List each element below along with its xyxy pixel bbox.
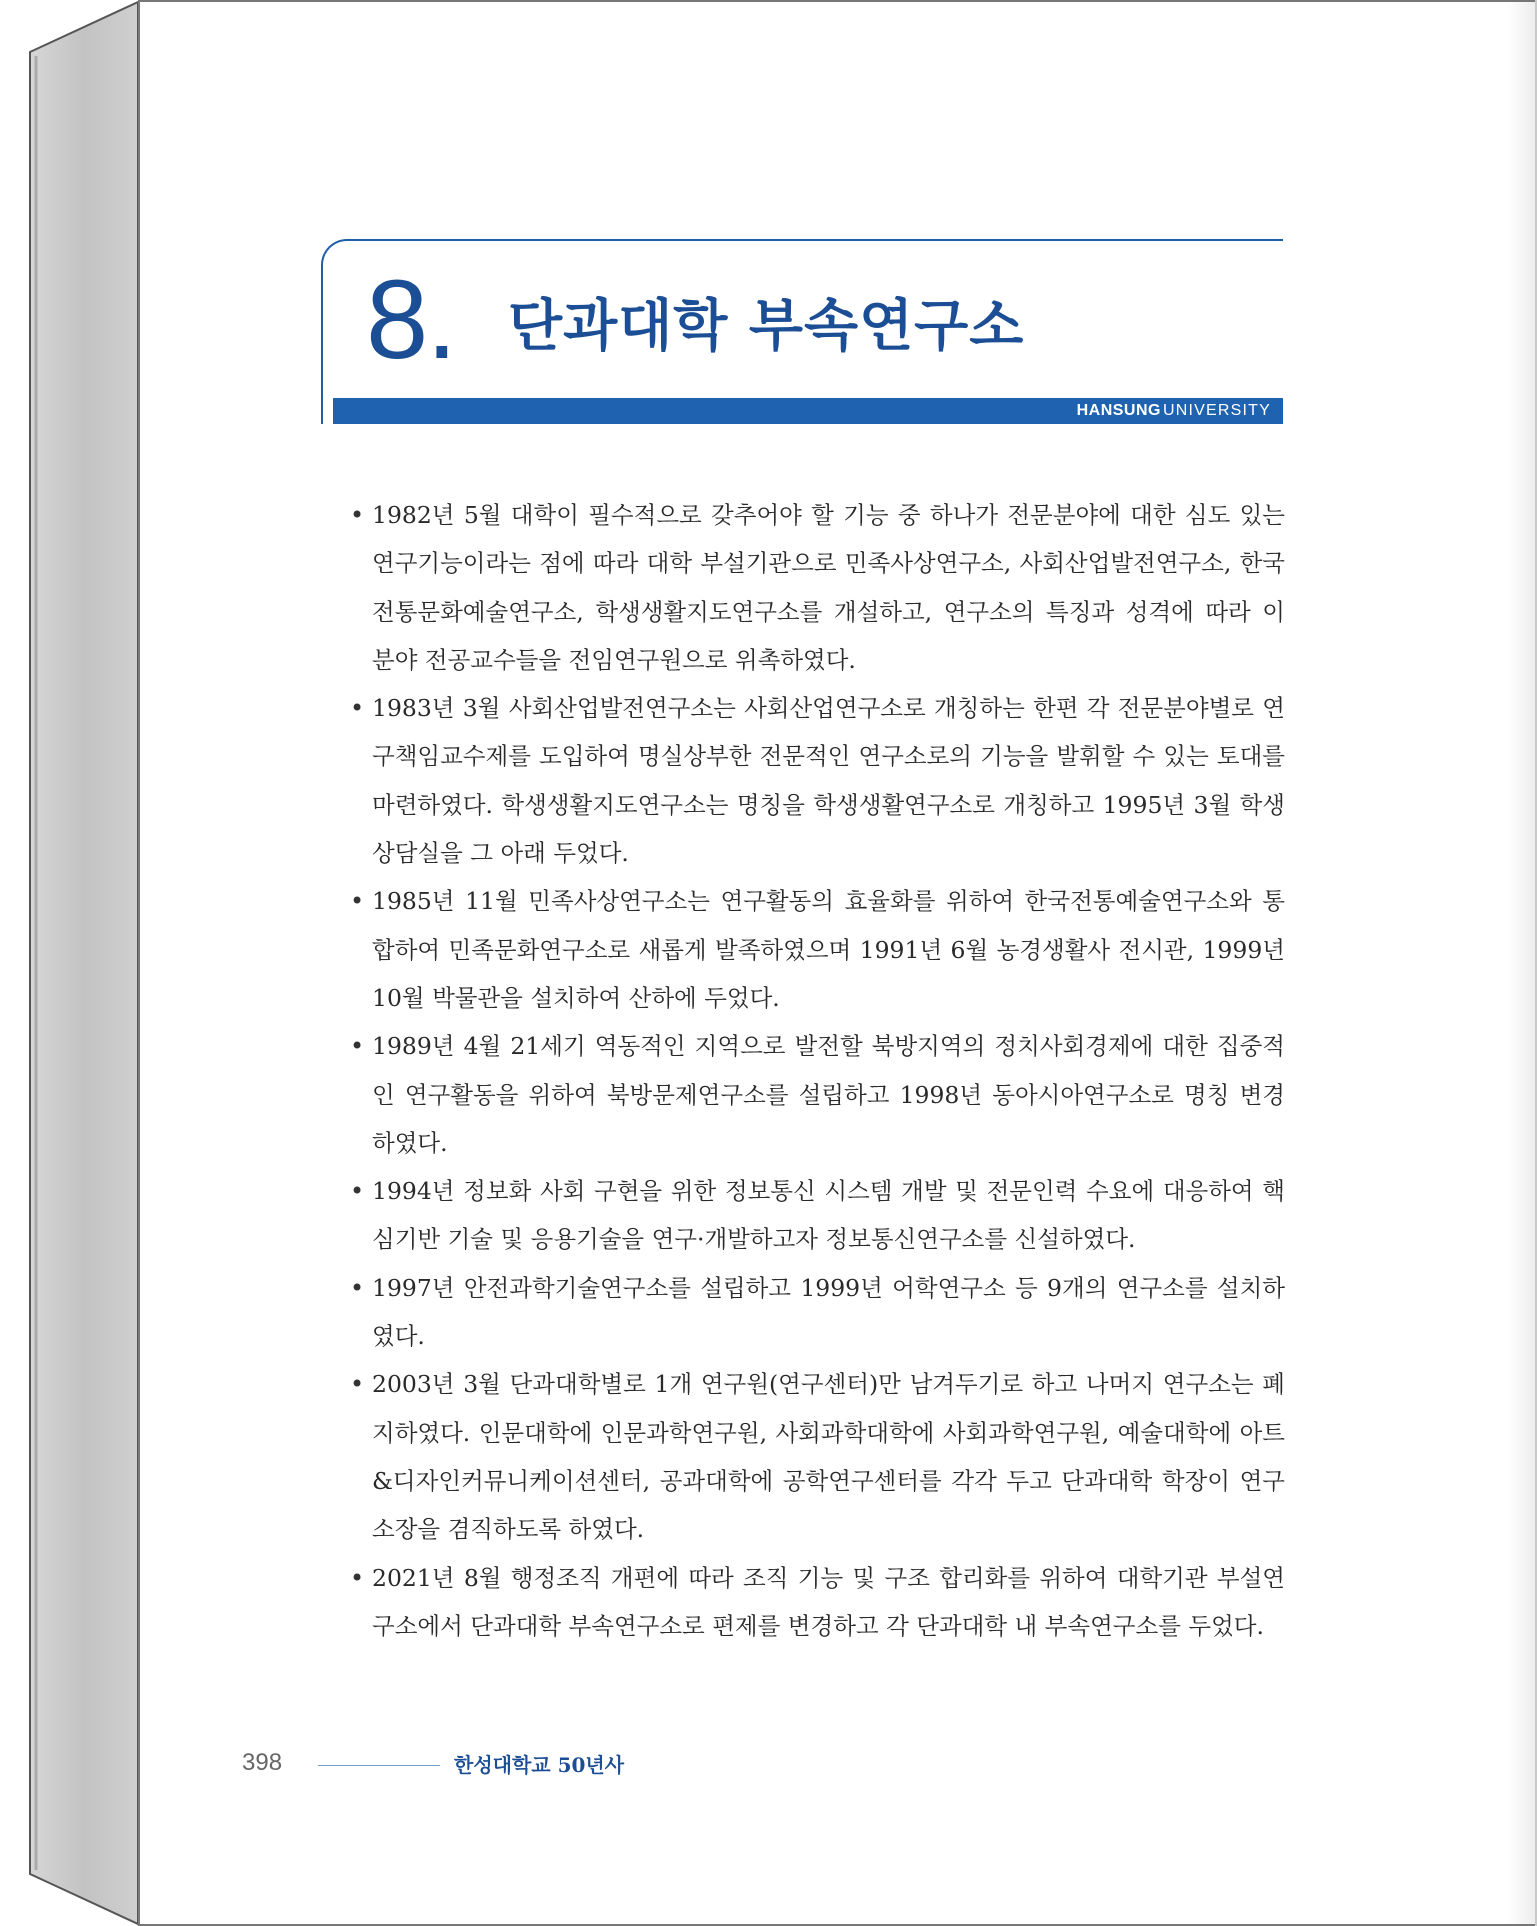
brand-name-light: UNIVERSITY [1162,402,1271,419]
book-title: 한성대학교 50년사 [454,1753,625,1777]
bullet-dot-icon: • [350,1563,365,1592]
list-item-text: 1989년 4월 21세기 역동적인 지역으로 발전할 북방지역의 정치사회경제에 대한 집중적인 연구활동을 위하여 북방문제연구소를 설립하고 1998년 동아시아연구소로 명칭 변경하였다. [372,1032,1285,1157]
page-number: 398 [242,1749,283,1776]
list-item [350,877,1285,1022]
list-item [350,1022,1285,1167]
page-edge-shadow [1507,0,1537,1926]
list-item-text: 1985년 11월 민족사상연구소는 연구활동의 효율화를 위하여 한국전통예술연구소와 통합하여 민족문화연구소로 새롭게 발족하였으며 1991년 6월 농경생활사 전시관, 1999년 10월 박물관을 설치하여 산하에 두었다. [372,887,1285,1012]
book-spine [0,0,140,1926]
list-item-text: 1997년 안전과학기술연구소를 설립하고 1999년 어학연구소 등 9개의 연구소를 설치하였다. [372,1273,1285,1351]
chapter-brand-bar [333,398,1283,424]
list-item [350,1554,1285,1651]
bullet-dot-icon: • [350,501,365,529]
list-item-text: 1983년 3월 사회산업발전연구소는 사회산업연구소로 개칭하는 한편 각 전문분야별로 연구책임교수제를 도입하여 명실상부한 전문적인 연구소로의 기능을 발휘할 수 있는 토대를 마련하였다. 학생생활지도연구소는 명칭을 학생생활연구소로 개칭하고 1995년 3월 학생상담실을 그 아래 두었다. [372,694,1285,868]
list-item [350,1360,1285,1553]
bullet-dot-icon: • [350,694,365,723]
brand-name-bold: HANSUNG [1076,402,1161,419]
history-bullet-list [350,491,1285,1650]
bullet-dot-icon: • [350,1177,365,1206]
list-item [350,1167,1285,1264]
list-item [350,1264,1285,1361]
list-item-text: 2021년 8월 행정조직 개편에 따라 조직 기능 및 구조 합리화를 위하여 대학기관 부설연구소에서 단과대학 부속연구소로 편제를 변경하고 각 단과대학 내 부속연구소를 두었다. [372,1563,1285,1640]
list-item [350,684,1285,877]
list-item [350,491,1285,684]
list-item-text: 2003년 3월 단과대학별로 1개 연구원(연구센터)만 남겨두기로 하고 나머지 연구소는 폐지하였다. 인문대학에 인문과학연구원, 사회과학대학에 사회과학연구원, 예술대학에 아트&디자인커뮤니케이션센터, 공과대학에 공학연구센터를 각각 두고 단과대학 학장이 연구소장을 겸직하도록 하였다. [372,1370,1285,1544]
list-item-text: 1982년 5월 대학이 필수적으로 갖추어야 할 기능 중 하나가 전문분야에 대한 심도 있는 연구기능이라는 점에 따라 대학 부설기관으로 민족사상연구소, 사회산업발전연구소, 한국전통문화예술연구소, 학생생활지도연구소를 개설하고, 연구소의 특징과 성격에 따라 이 분야 전공교수들을 전임연구원으로 위촉하였다. [372,501,1285,674]
chapter-title: 단과대학 부속연구소 [508,294,1025,359]
list-item-text: 1994년 정보화 사회 구현을 위한 정보통신 시스템 개발 및 전문인력 수요에 대응하여 핵심기반 기술 및 응용기술을 연구·개발하고자 정보통신연구소를 신설하였다. [372,1177,1285,1254]
bullet-dot-icon: • [350,887,365,916]
bullet-dot-icon: • [350,1370,365,1399]
footer-divider [318,1765,440,1766]
chapter-number: 8. [366,257,456,382]
bullet-dot-icon: • [350,1032,365,1061]
bullet-dot-icon: • [350,1273,365,1302]
